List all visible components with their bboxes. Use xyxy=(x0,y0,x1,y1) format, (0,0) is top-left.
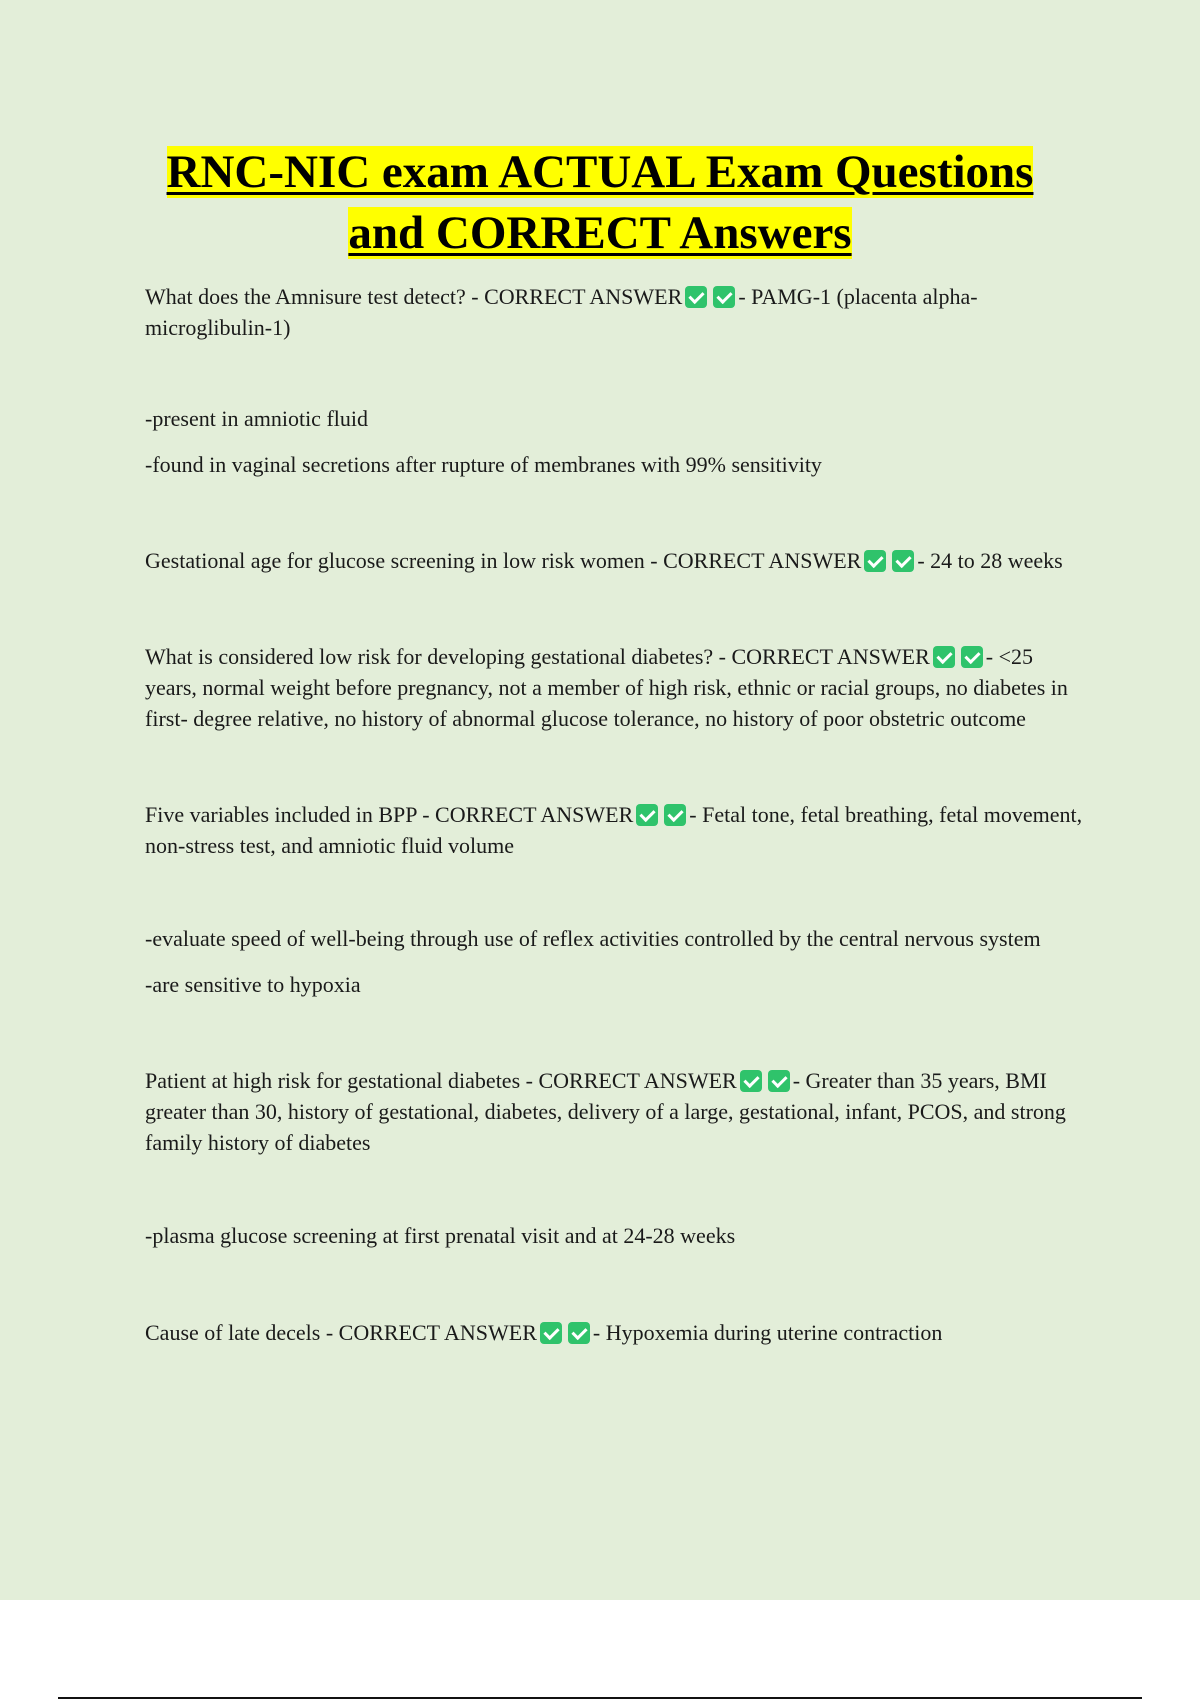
title-line-2: and CORRECT Answers xyxy=(348,207,852,259)
answer-text: - Fetal tone, fetal breathing, fetal movement, non-stress test, and amniotic fluid volume xyxy=(145,802,1083,858)
qa-item-glucose-screening-age xyxy=(145,545,1085,576)
note-item: -found in vaginal secretions after rupture of membranes with 99% sensitivity xyxy=(145,452,822,477)
document-body xyxy=(145,281,1085,1348)
question-text: What is considered low risk for developing gestational diabetes? - xyxy=(145,644,732,669)
qa-item-late-decels xyxy=(145,1317,1085,1348)
note-item: -plasma glucose screening at first prenatal visit and at 24-28 weeks xyxy=(145,1223,736,1248)
answer-marker: CORRECT ANSWER xyxy=(731,644,930,669)
answer-marker: CORRECT ANSWER xyxy=(338,1320,537,1345)
check-icon xyxy=(685,286,707,308)
question-text: Cause of late decels - xyxy=(145,1320,339,1345)
answer-text: - Hypoxemia during uterine contraction xyxy=(592,1320,943,1345)
check-icon xyxy=(636,804,658,826)
answer-marker: CORRECT ANSWER xyxy=(663,548,862,573)
qa-item-bpp-variables xyxy=(145,799,1085,861)
check-icon xyxy=(568,1322,590,1344)
footer-divider xyxy=(58,1697,1142,1699)
qa-item-amnisure xyxy=(145,281,1085,343)
question-text: Five variables included in BPP - xyxy=(145,802,436,827)
question-text: Gestational age for glucose screening in low risk women - xyxy=(145,548,664,573)
check-icon xyxy=(933,646,955,668)
check-icon xyxy=(961,646,983,668)
qa-item-high-risk-gdm xyxy=(145,1065,1085,1158)
answer-marker: CORRECT ANSWER xyxy=(435,802,634,827)
note-item: -are sensitive to hypoxia xyxy=(145,972,361,997)
title-line-1: RNC-NIC exam ACTUAL Exam Questions xyxy=(166,146,1034,198)
check-icon xyxy=(713,286,735,308)
document-title xyxy=(100,142,1100,264)
check-icon xyxy=(768,1070,790,1092)
answer-text: - <25 years, normal weight before pregnancy, not a member of high risk, ethnic or racial groups, no diabetes in first- degree relative, no history of abnormal glucose tolerance, no history of poor obstetric outcome xyxy=(145,644,1068,731)
answer-marker: CORRECT ANSWER xyxy=(484,284,683,309)
answer-text: - Greater than 35 years, BMI greater than 30, history of gestational, diabetes, delivery of a large, gestational, infant, PCOS, and strong family history of diabetes xyxy=(145,1068,1066,1155)
question-text: What does the Amnisure test detect? - xyxy=(145,284,485,309)
answer-text: - PAMG-1 (placenta alpha-microglibulin-1) xyxy=(145,284,978,340)
question-text: Patient at high risk for gestational diabetes - xyxy=(145,1068,539,1093)
note-item: -evaluate speed of well-being through use of reflex activities controlled by the central nervous system xyxy=(145,926,1041,951)
check-icon xyxy=(540,1322,562,1344)
check-icon xyxy=(664,804,686,826)
answer-marker: CORRECT ANSWER xyxy=(538,1068,737,1093)
check-icon xyxy=(740,1070,762,1092)
check-icon xyxy=(892,550,914,572)
qa-item-low-risk-gdm xyxy=(145,641,1085,734)
answer-text: - 24 to 28 weeks xyxy=(917,548,1063,573)
note-item: -present in amniotic fluid xyxy=(145,406,368,431)
check-icon xyxy=(864,550,886,572)
